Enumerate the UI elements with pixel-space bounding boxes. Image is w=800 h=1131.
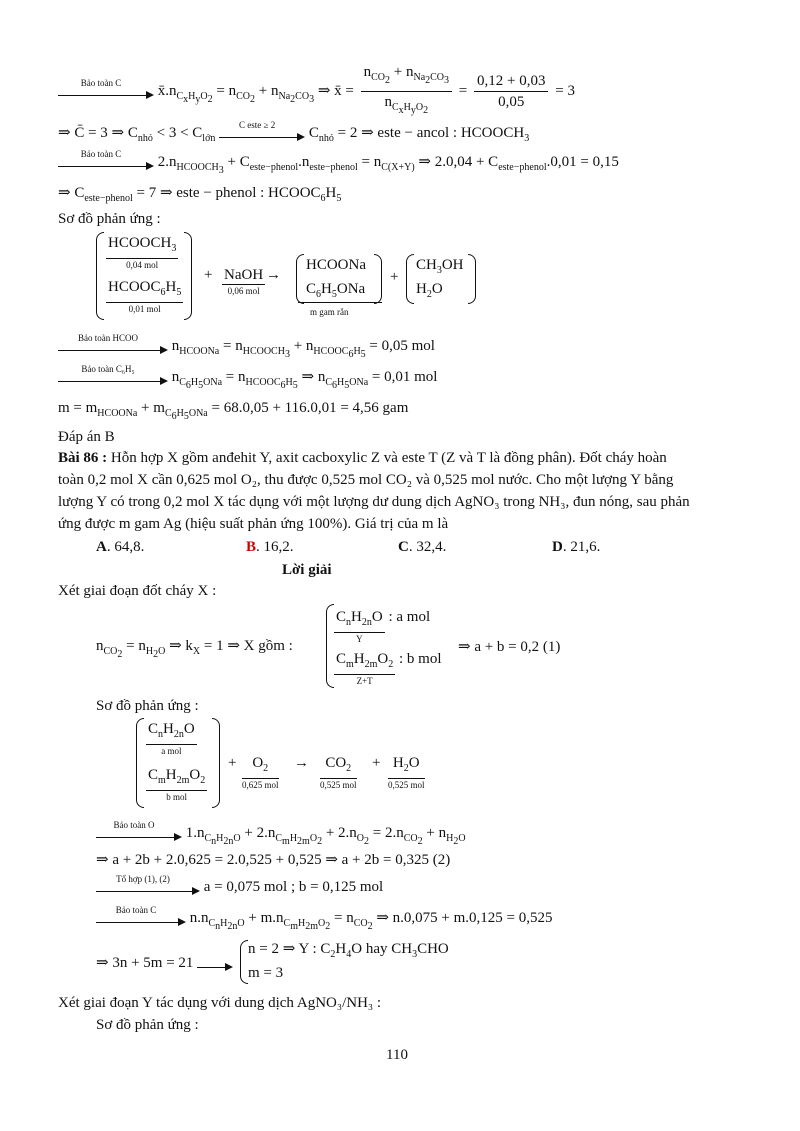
page-number: 110 <box>386 1047 408 1063</box>
option-d: D. 21,6. <box>552 539 601 555</box>
reaction-scheme-2: $C_nH_{2n}O$ a mol $C_mH_{2m}O_2$ b mol + $O_2$ 0,625 mol → $CO_2$ 0,525 mol + $H_2O$ 0,525 mol <box>136 718 456 810</box>
solution-heading: Lời giải <box>282 562 332 578</box>
reaction-arrow: Bảo toàn C <box>96 910 186 928</box>
reaction-arrow: Tổ hợp (1), (2) <box>96 879 200 897</box>
fraction: $\frac{n_{CO_2} + n_{Na_2CO_3}}{n_{C_xH_yO_2}}$ <box>361 62 452 121</box>
reaction-arrow: Bảo toàn C₆H₅ <box>58 369 168 387</box>
eq-line-10: ⇒ a + 2b + 2.0,625 = 2.0,525 + 0,525 ⇒ a + 2b = 0,325 (2) <box>96 852 451 868</box>
scheme-label-2: Sơ đồ phản ứng : <box>96 698 199 714</box>
eq-line-3: Bảo toàn C $2.n_{HCOOCH_3} + C_{este-phenol}.n_{este-phenol} = n_{C(X+Y)}$ ⇒ $2.0,04 + C_{este-phenol}.0,01 = 0,15$ <box>58 153 619 180</box>
eq-line-2: ⇒ C̄ = 3 ⇒ $C_{nhỏ} < 3 < C_{lớn}$ C este ≥ 2 $C_{nhỏ} = 2$ ⇒ este − ancol : $HCOOCH_3$ <box>58 119 530 144</box>
option-a: A. 64,8. <box>96 539 145 555</box>
result-system: n = 2 ⇒ Y : $C_2H_4O$ hay $CH_3CHO$ m = 3 <box>240 940 500 986</box>
reaction-scheme-1: $HCOOCH_3$ 0,04 mol $HCOOC_6H_5$ 0,01 mol + NaOH 0,06 mol → HCOONa $C_6H_5ONa$ m gam rắn + $CH_3OH$ $H_2O$ <box>96 232 516 322</box>
option-c: C. 32,4. <box>398 539 447 555</box>
reaction-arrow: Bảo toàn C <box>58 154 154 172</box>
eq-line-11: Tổ hợp (1), (2) a = 0,075 mol ; b = 0,125 mol <box>96 878 383 897</box>
burn-system: $C_nH_{2n}O$ Y : a mol $C_mH_{2m}O_2$ Z+T : b mol ⇒ a + b = 0,2 (1) <box>326 604 626 690</box>
eq-line-12: Bảo toàn C $n.n_{C_nH_{2n}O} + m.n_{C_mH_{2m}O_2} = n_{CO_2}$ ⇒ n.0,075 + m.0,125 = 0,525 <box>96 909 553 936</box>
eq-line-9: Bảo toàn O $1.n_{C_nH_{2n}O} + 2.n_{C_mH_{2m}O_2} + 2.n_{O_2} = 2.n_{CO_2} + n_{H_2O}$ <box>96 824 466 851</box>
question-line-4: ứng được m gam Ag (hiệu suất phản ứng 100%). Giá trị của m là <box>58 516 449 532</box>
question-line-2: toàn 0,2 mol X cần 0,625 mol O₂, thu được 0,525 mol CO₂ và 0,525 mol nước. Cho một lượng Y bằng <box>58 472 674 488</box>
question-line-1: Bài 86 : Hỗn hợp X gồm anđehit Y, axit cacboxylic Z và este T (Z và T là đồng phân). Đốt cháy hoàn <box>58 450 667 466</box>
reaction-arrow: Bảo toàn C <box>58 83 154 101</box>
question-line-3: lượng Y có trong 0,2 mol X tác dụng với một lượng dư dung dịch AgNO₃ trong NH₃, đun nóng, sau phản <box>58 494 690 510</box>
section-ag: Xét giai đoạn Y tác dụng với dung dịch AgNO₃/NH₃ : <box>58 995 382 1011</box>
eq-line-8: $m = m_{HCOONa} + m_{C_6H_5ONa} = 68.0,05 + 116.0,01 = 4,56$ gam <box>58 400 409 422</box>
eq-line-7: Bảo toàn C₆H₅ $n_{C_6H_5ONa} = n_{HCOOC_6H_5}$ ⇒ $n_{C_6H_5ONa} = 0,01$ mol <box>58 368 437 395</box>
eq-line-13: ⇒ 3n + 5m = 21 <box>96 954 233 973</box>
fraction: $\frac{0,12 + 0,03}{0,05}$ <box>474 71 548 112</box>
reaction-arrow: C este ≥ 2 <box>219 125 305 143</box>
eq-burn: $n_{CO_2} = n_{H_2O}$ ⇒ $k_X = 1$ ⇒ X gồm : <box>96 638 293 660</box>
section-burn: Xét giai đoạn đốt cháy X : <box>58 583 217 599</box>
answer-line: Đáp án B <box>58 429 115 445</box>
eq-line-6: Bảo toàn HCOO $n_{HCOONa} = n_{HCOOCH_3} + n_{HCOOC_6H_5} = 0,05$ mol <box>58 337 435 364</box>
eq-line-1: Bảo toàn C $x̄.n_{C_xH_yO_2} = n_{CO_2} + n_{Na_2CO_3}$ ⇒ x̄ = $\frac{n_{CO_2} + n_{Na_2CO_3}}{n_{C_xH_yO_2}}$ = $\frac{0,12 + 0,03}{0,05}$ = 3 <box>58 62 575 121</box>
scheme-label: Sơ đồ phản ứng : <box>58 211 161 227</box>
reaction-arrow: Bảo toàn HCOO <box>58 338 168 356</box>
reaction-arrow: Bảo toàn O <box>96 825 182 843</box>
eq-line-4: ⇒ $C_{este-phenol} = 7$ ⇒ este − phenol : $HCOOC_6H_5$ <box>58 185 342 204</box>
scheme-label-3: Sơ đồ phản ứng : <box>96 1017 199 1033</box>
option-b: B. 16,2. <box>246 539 294 555</box>
